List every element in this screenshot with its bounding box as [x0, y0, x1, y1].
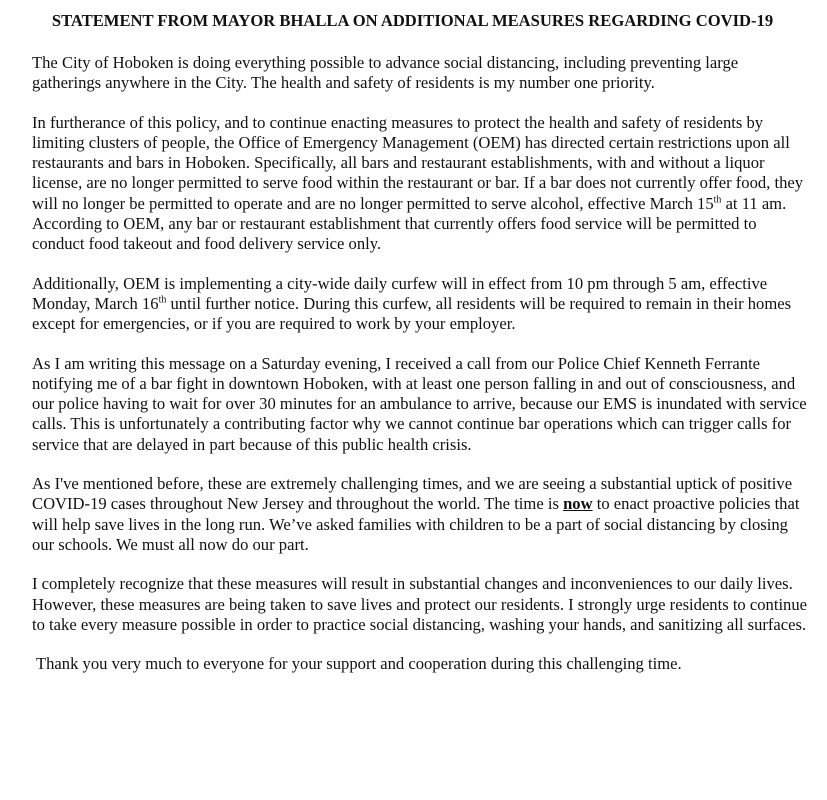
paragraph-text: In furtherance of this policy, and to continue enacting measures to protect the health and safety of residents by limiting clusters of people, the Office of Emergency Management (OEM) has directed certain restrictions upon all restaurants and bars in Hoboken. Specifically, all bars and restaurant establishments, with and without a liquor license, are no longer permitted to serve food within the restaurant or bar. If a bar does not currently offer food, they will no longer be permitted to operate and are no longer permitted to serve alcohol, effective March 15 [32, 112, 804, 213]
statement-title: STATEMENT FROM MAYOR BHALLA ON ADDITIONAL MEASURES REGARDING COVID-19 [51, 11, 774, 30]
paragraph-recognition: I completely recognize that these measures will result in substantial changes and inconveniences to our daily lives. However, these measures are being taken to save lives and protect our residents. I strongly urge residents to continue to take every measure possible in order to practice social distancing, washing your hands, and sanitizing all surfaces. [32, 574, 808, 634]
paragraph-restaurant-restrictions [32, 113, 809, 255]
paragraph-text: As I've mentioned before, these are extremely challenging times, and we are seeing a substantial uptick of positive COVID-19 cases throughout New Jersey and throughout the world. The time is [32, 474, 793, 514]
paragraph-text: Additionally, OEM is implementing a city-wide daily curfew will in effect from 10 pm through 5 am, effective Monday, March 16 [32, 273, 768, 313]
ordinal-suffix: th [713, 194, 722, 206]
paragraph-text: at 11 am. According to OEM, any bar or restaurant establishment that currently offers food service will be permitted to conduct food takeout and food delivery service only. [32, 193, 787, 254]
paragraph-intro: The City of Hoboken is doing everything possible to advance social distancing, including preventing large gatherings anywhere in the City. The health and safety of residents is my number one priority. [32, 53, 739, 93]
paragraph-bar-incident: As I am writing this message on a Saturday evening, I received a call from our Police Chief Kenneth Ferrante notifying me of a bar fight in downtown Hoboken, with at least one person falling in and out of consciousness, and our police having to wait for over 30 minutes for an ambulance to arrive, because our EMS is inundated with service calls. This is unfortunately a contributing factor why we cannot continue bar operations which can trigger calls for service that are delayed in part because of this public health crisis. [32, 353, 807, 454]
paragraph-challenging-times [32, 474, 809, 555]
ordinal-suffix: th [158, 294, 167, 306]
paragraph-text: until further notice. During this curfew, all residents will be required to remain in their homes except for emergencies, or if you are required to work by your employer. [32, 293, 792, 334]
paragraph-text: to enact proactive policies that will help save lives in the long run. We’ve asked families with children to be a part of social distancing by closing our schools. We must all now do our part. [32, 494, 800, 554]
paragraph-curfew [32, 274, 809, 335]
emphasized-word: now [563, 494, 593, 514]
paragraph-thanks: Thank you very much to everyone for your support and cooperation during this challenging time. [36, 654, 682, 674]
